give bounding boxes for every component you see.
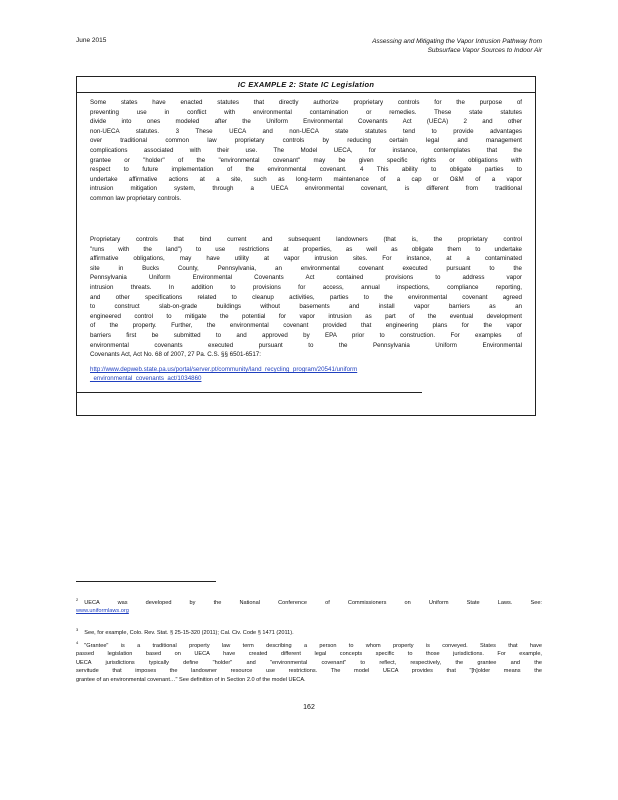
pa-covenants-link[interactable]: [90, 365, 420, 383]
running-header-title-line2: Subsurface Vapor Sources to Indoor Air: [427, 47, 542, 54]
para2-line: to construct slab-on-grade buildings without basements and install vapor barriers as an: [90, 303, 522, 311]
footnote-4-text: passed legislation based on UECA have created different legal concepts specific to those jurisdictions. For example,: [76, 651, 542, 658]
footnote-4-text: "Grantee" is a traditional property law term describing a person to whom property is conveyed. States that have: [84, 642, 542, 649]
box-title: IC EXAMPLE 2: State IC Legislation: [237, 80, 375, 89]
para1-line: undertake affirmative actions at a site, such as long-term maintenance of a cap or O&M of a vapor: [90, 175, 522, 183]
para1-line: non-UECA statutes. 3 These UECA and non-UECA state statutes tend to provide advantages: [90, 127, 522, 135]
para2-line: environmental covenants executed pursuant to the Pennsylvania Uniform Environmental: [90, 341, 522, 349]
page-number: 162: [303, 704, 315, 711]
para1-line: preventing use in conflict with environmental contamination or remedies. These state statutes: [90, 108, 522, 116]
pa-covenants-link-line1: http://www.depweb.state.pa.us/portal/server.pt/community/land_recycling_program/20541/uniform: [90, 366, 358, 373]
para2-line: "runs with the land") to use restrictions at properties, as well as obligate them to undertake: [90, 245, 522, 253]
para2-line: intrusion threats. In addition to provisions for access, annual inspections, compliance reporting,: [90, 283, 522, 291]
footnote-4-text: UECA jurisdictions typically define "holder" and "environmental covenant" to reflect, respectively, the grantee and the: [76, 659, 542, 666]
footnote-4-marker: 4: [76, 640, 79, 645]
ic-example-box: [76, 76, 536, 416]
para2-line: of the property. Further, the environmental covenant provided that engineering plans for the vapor: [90, 322, 522, 330]
footnote-2: [76, 596, 542, 616]
box-paragraph-2: [90, 235, 522, 360]
para2-line: and other specifications related to cleanup activities, parties to the environmental covenant agreed: [90, 293, 522, 301]
footnote-3: [76, 626, 542, 637]
para1-line: Some states have enacted statutes that directly authorize proprietary controls for the purpose of: [90, 99, 522, 106]
box-paragraph-1: [90, 98, 522, 204]
uniformlaws-link[interactable]: www.uniformlaws.org: [76, 608, 129, 615]
footnote-4: [76, 639, 542, 684]
para2-line: barriers first be submitted to and approved by EPA prior to construction. For examples of: [90, 331, 522, 339]
para2-line: Proprietary controls that bind current and subsequent landowners (that is, the proprietary control: [90, 236, 522, 243]
running-header-title: [300, 37, 542, 55]
para1-line: over traditional common law proprietary controls by reducing certain legal and management: [90, 137, 522, 145]
footnote-4-text: grantee of an environmental covenant…" See definition of in Section 2.0 of the model UECA.: [76, 676, 306, 683]
para2-line: engineered control to mitigate the potential for vapor intrusion as part of the eventual development: [90, 312, 522, 320]
footnote-4-line: [76, 676, 542, 685]
footnote-4-line: [76, 667, 542, 676]
footnote-3-marker: 3: [76, 627, 79, 632]
box-title-rule: [77, 92, 535, 93]
para1-line: grantee or "holder" of the "environmental covenant" may be given specific rights or obligations with: [90, 156, 522, 164]
footnote-2-text: UECA was developed by the National Conference of Commissioners on Uniform State Laws. See:: [84, 599, 542, 606]
para2-line: site in Bucks County, Pennsylvania, an environmental covenant executed pursuant to the: [90, 264, 522, 272]
footnote-4-line: [76, 639, 542, 650]
running-header-date: June 2015: [76, 37, 107, 44]
para1-line: respect to future implementation of the environmental covenant. 4 This ability to obligate parties to: [90, 166, 522, 174]
footnote-4-line: [76, 650, 542, 659]
box-bottom-rule: [77, 392, 422, 393]
footnote-2-link-line: [76, 607, 542, 616]
footnote-2-line: [76, 596, 542, 607]
footnote-4-text: servitude that imposes the landowner resource use restrictions. The model UECA provides that "[h]older means the: [76, 668, 542, 675]
footnote-2-marker: 2: [76, 597, 79, 602]
para2-line: Covenants Act, Act No. 68 of 2007, 27 Pa. C.S. §§ 6501-6517:: [90, 351, 261, 359]
para1-line: common law proprietary controls.: [90, 194, 182, 202]
para2-line: affirmative obligations, may have utility at vapor intrusion sites. For instance, at a contaminated: [90, 255, 522, 263]
footnote-3-text: See, for example, Colo. Rev. Stat. § 25-15-320 (2011); Cal. Civ. Code § 1471 (2011).: [84, 629, 294, 636]
running-header-title-line1: Assessing and Mitigating the Vapor Intrusion Pathway from: [372, 38, 542, 45]
para1-line: divide into ones modeled after the Uniform Environmental Covenants Act (UECA) 2 and other: [90, 118, 522, 126]
footnote-separator: [76, 581, 216, 582]
para1-line: complications associated with their use. The Model UECA, for instance, contemplates that the: [90, 146, 522, 154]
pa-covenants-link-line2: _environmental_covenants_act/1034860: [90, 375, 202, 382]
para2-line: Pennsylvania Uniform Environmental Covenants Act contained provisions to address vapor: [90, 274, 522, 282]
footnote-4-line: [76, 659, 542, 668]
para1-line: intrusion mitigation system, through a UECA environmental covenant, is different from traditional: [90, 185, 522, 193]
